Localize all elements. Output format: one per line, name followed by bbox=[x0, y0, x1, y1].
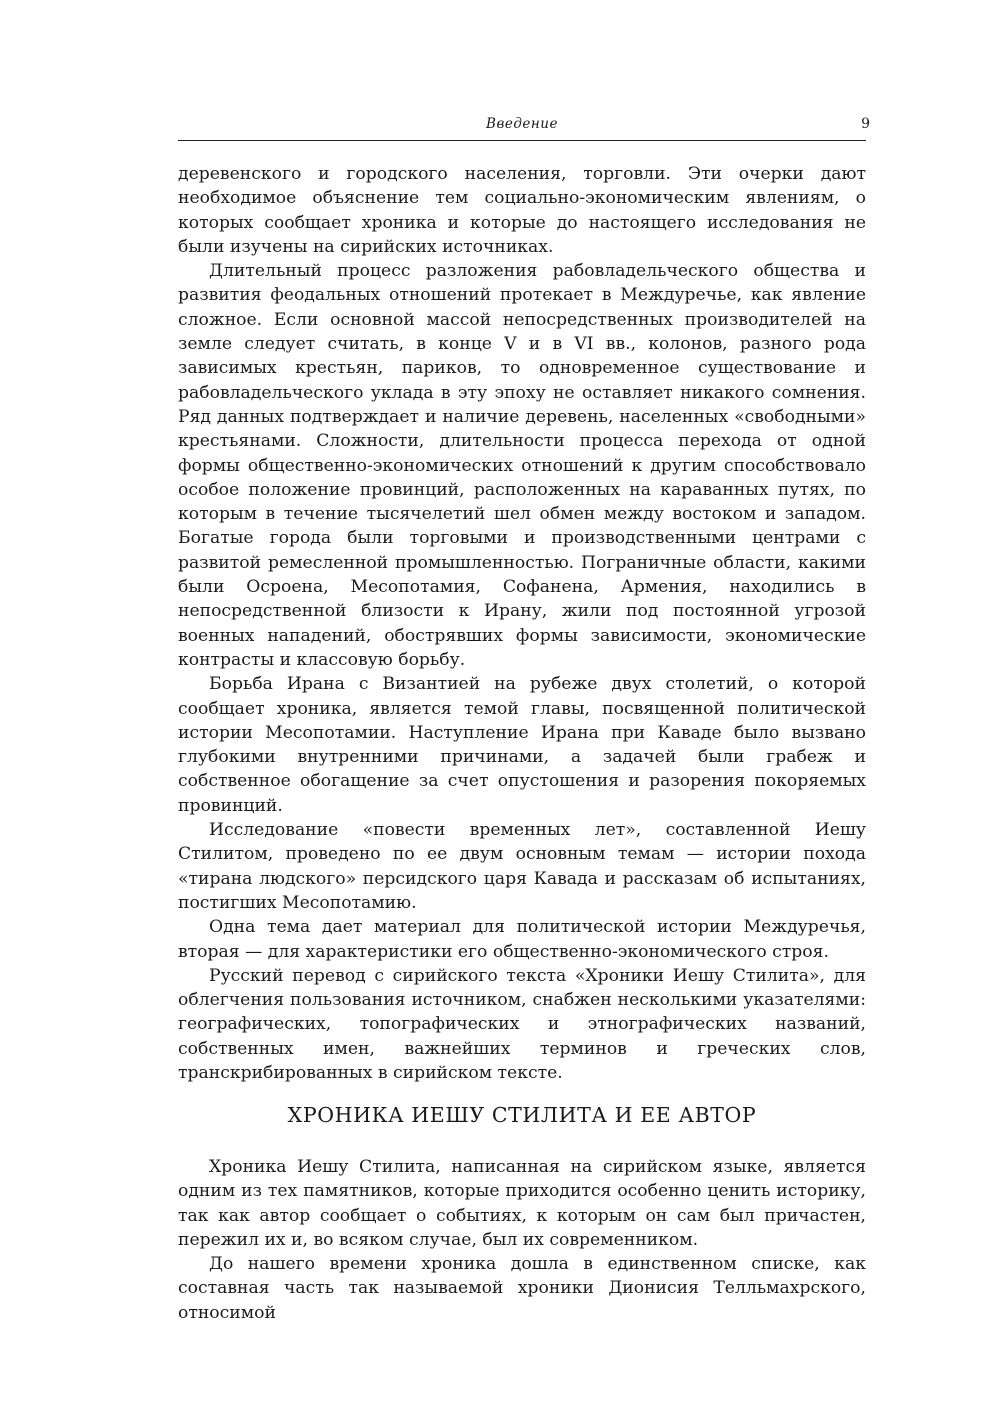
paragraph: деревенского и городского населения, торговли. Эти очерки дают необходимое объяснение тем социально-экономическим явлениям, о которых сообщает хроника и которые до настоящего исследования не были изучены на сирийских источниках. bbox=[178, 164, 866, 257]
section-text bbox=[178, 1155, 866, 1325]
page-number: 9 bbox=[861, 116, 870, 132]
paragraph: До нашего времени хроника дошла в единственном списке, как составная часть так называемой хроники Дионисия Телльмахрского, относимой bbox=[178, 1254, 866, 1323]
paragraph: Исследование «повести временных лет», составленной Иешу Стилитом, проведено по ее двум основным темам — истории похода «тирана людского» персидского царя Кавада и рассказам об испытаниях, постигших Месопотамию. bbox=[178, 820, 866, 913]
intro-text bbox=[178, 162, 866, 1085]
paragraph: Длительный процесс разложения рабовладельческого общества и развития феодальных отношений протекает в Междуречье, как явление сложное. Если основной массой непосредственных производителей на земле следует считать, в конце V и в VI вв., колонов, разного рода зависимых крестьян, париков, то одновременное существование и рабовладельческого уклада в эту эпоху не оставляет никакого сомнения. Ряд данных подтверждает и наличие деревень, населенных «свободными» крестьянами. Сложности, длительности процесса перехода от одной формы общественно-экономических отношений к другим способствовало особое положение провинций, расположенных на караванных путях, по которым в течение тысячелетий шел обмен между востоком и западом. Богатые города были торговыми и производственными центрами с развитой ремесленной промышленностью. Пограничные области, какими были Осроена, Месопотамия, Софанена, Армения, находились в непосредственной близости к Ирану, жили под постоянной угрозой военных нападений, обострявших формы зависимости, экономические контрасты и классовую борьбу. bbox=[178, 261, 866, 670]
paragraph: Хроника Иешу Стилита, написанная на сирийском языке, является одним из тех памятников, которые приходится особенно ценить историку, так как автор сообщает о событиях, к которым он сам был причастен, пережил их и, во всяком случае, был их современником. bbox=[178, 1157, 866, 1250]
paragraph: Русский перевод с сирийского текста «Хроники Иешу Стилита», для облегчения пользования источником, снабжен несколькими указателями: географических, топографических и этнографических названий, собственных имен, важнейших терминов и греческих слов, транскрибированных в сирийском тексте. bbox=[178, 965, 866, 1083]
paragraph: Одна тема дает материал для политической истории Междуречья, вторая — для характеристики его общественно-экономического строя. bbox=[178, 917, 866, 962]
paragraph: Борьба Ирана с Византией на рубеже двух столетий, о которой сообщает хроника, является темой главы, посвященной политической истории Месопотамии. Наступление Ирана при Каваде было вызвано глубокими внутренними причинами, а задачей были грабеж и собственное обогащение за счет опустошения и разорения покоряемых провинций. bbox=[178, 674, 866, 816]
section-title: ХРОНИКА ИЕШУ СТИЛИТА И ЕЕ АВТОР bbox=[287, 1103, 757, 1127]
page-header bbox=[178, 114, 870, 141]
running-title: Введение bbox=[486, 116, 558, 132]
